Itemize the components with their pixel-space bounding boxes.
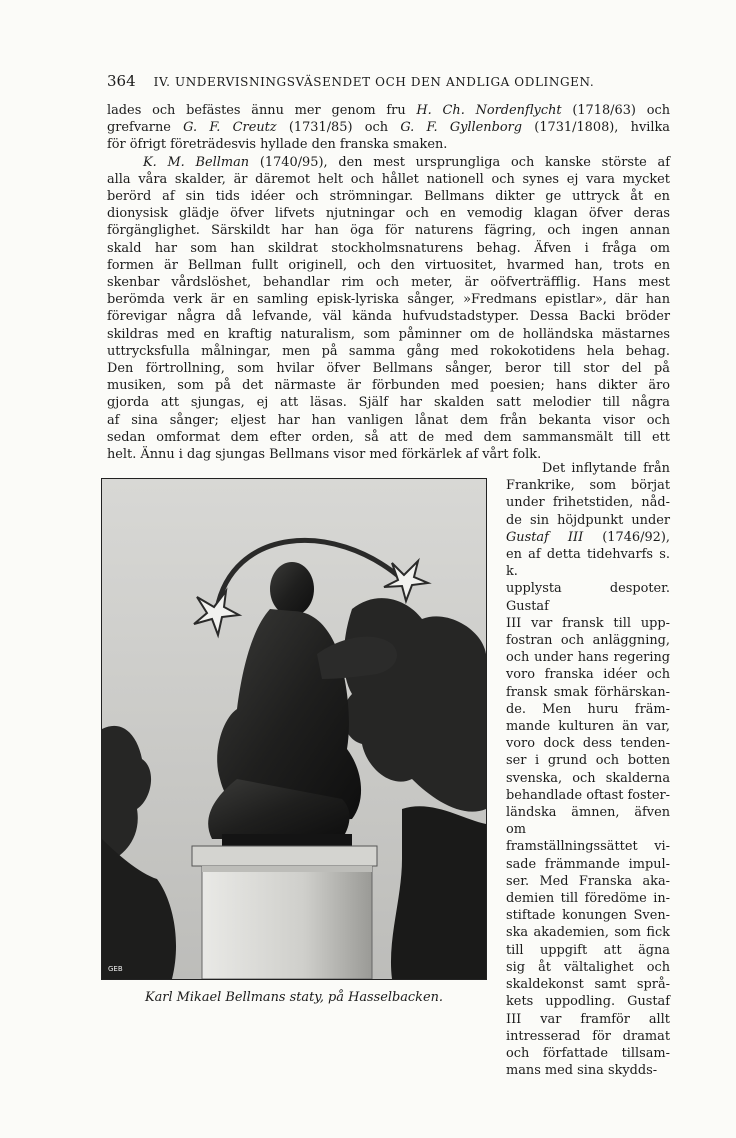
text-run: (1740/95), den mest ursprungliga och kanske störste af bbox=[249, 154, 670, 170]
text-run: helt. Ännu i dag sjungas Bellmans visor med förkärlek af vårt folk. bbox=[107, 447, 542, 463]
text-run: förgänglighet. Särskildt har han öga för naturens fägring, och ingen annan bbox=[107, 223, 670, 239]
side-text-line bbox=[506, 718, 670, 735]
side-text-line bbox=[506, 460, 670, 477]
text-run: ska akademien, som fick bbox=[506, 925, 670, 941]
main-text-line bbox=[107, 291, 670, 308]
side-text-line bbox=[506, 976, 670, 993]
main-text-line bbox=[107, 377, 670, 394]
text-run: Den förtrollning, som hvilar öfver Bellmans sånger, beror till stor del på bbox=[107, 361, 670, 377]
side-text-line bbox=[506, 701, 670, 718]
side-text-line bbox=[506, 580, 670, 614]
text-run: dionysisk glädje öfver lifvets njutningar och en vemodig klagan öfver deras bbox=[107, 206, 670, 222]
text-run: för öfrigt företrädesvis hyllade den franska smaken. bbox=[107, 137, 448, 153]
text-run: berörd af sin tids idéer och strömningar. Bellmans dikter ge uttryck åt en bbox=[107, 189, 670, 205]
italic-name: G. F. Gyllenborg bbox=[400, 120, 523, 136]
text-run: kets uppodling. Gustaf bbox=[506, 994, 670, 1010]
text-run: de sin höjdpunkt under bbox=[506, 512, 670, 528]
side-column-text bbox=[506, 460, 670, 1079]
text-run: skildras med en kraftig naturalism, som påminner om de holländska mästarnes bbox=[107, 326, 670, 342]
side-text-line bbox=[506, 546, 670, 580]
text-run: Frankrike, som börjat bbox=[506, 478, 670, 494]
text-run: och under hans regering bbox=[506, 650, 670, 666]
main-text-line bbox=[107, 222, 670, 239]
side-text-line bbox=[506, 666, 670, 683]
side-text-line bbox=[506, 477, 670, 494]
text-run: lades och befästes ännu mer genom fru bbox=[107, 103, 417, 118]
side-text-line bbox=[506, 649, 670, 666]
side-text-line bbox=[506, 890, 670, 907]
text-run: fostran och anläggning, bbox=[506, 633, 670, 649]
text-run: under frihetstiden, nåd- bbox=[506, 495, 670, 511]
text-run: (1746/92), bbox=[583, 529, 670, 545]
text-run: sedan omformat dem efter orden, så att de med dem sammansmält till ett bbox=[107, 429, 670, 445]
main-text-line bbox=[107, 274, 670, 291]
side-text-line bbox=[506, 838, 670, 855]
main-text-line bbox=[107, 343, 670, 360]
side-text-line bbox=[506, 907, 670, 924]
statue-illustration bbox=[102, 479, 486, 979]
text-run: upplysta despoter. Gustaf bbox=[506, 581, 670, 614]
italic-name: Gustaf III bbox=[506, 529, 584, 545]
side-text-line bbox=[506, 942, 670, 959]
main-text-line bbox=[107, 240, 670, 257]
text-run: en af detta tidehvarfs s. k. bbox=[506, 547, 670, 580]
side-text-line bbox=[506, 1011, 670, 1028]
main-text-line bbox=[107, 171, 670, 188]
text-run: behandlade oftast foster- bbox=[506, 787, 670, 803]
italic-name: G. F. Creutz bbox=[183, 120, 277, 136]
text-run: framställningssättet vi- bbox=[506, 839, 670, 855]
main-text-line bbox=[107, 429, 670, 446]
figure-caption: Karl Mikael Bellmans staty, på Hasselbacken. bbox=[144, 990, 443, 1005]
side-text-line bbox=[506, 684, 670, 701]
text-run: sig åt vältalighet och bbox=[506, 959, 670, 975]
text-run: ländska ämnen, äfven om bbox=[506, 805, 670, 838]
text-run: berömda verk är en samling episk-lyriska sånger, »Fredmans epistlar», där han bbox=[107, 292, 670, 308]
side-text-line bbox=[506, 1062, 670, 1079]
main-text-line bbox=[107, 188, 670, 205]
text-run: ser. Med Franska aka- bbox=[506, 873, 670, 889]
side-text-line bbox=[506, 873, 670, 890]
main-text-line bbox=[107, 136, 670, 153]
side-text-line bbox=[506, 632, 670, 649]
text-run: musiken, som på det närmaste är förbunden med poesien; hans dikter äro bbox=[107, 378, 670, 394]
text-run: intresserad för dramat bbox=[506, 1028, 670, 1044]
text-run: grefvarne bbox=[107, 120, 184, 136]
text-run: (1731/85) och bbox=[276, 120, 401, 136]
text-run: skenbar vårdslöshet, behandlar rim och meter, är oöfverträfflig. Hans mest bbox=[107, 275, 670, 291]
text-run: uttrycksfulla målningar, men på samma gång med rokokotidens hela behag. bbox=[107, 343, 670, 359]
main-text-line bbox=[107, 326, 670, 343]
stone-pedestal bbox=[192, 846, 377, 979]
page-number: 364 bbox=[107, 72, 136, 90]
side-text-line bbox=[506, 512, 670, 529]
text-run: voro dock dess tenden- bbox=[506, 736, 670, 752]
side-text-line bbox=[506, 959, 670, 976]
main-text-line bbox=[107, 412, 670, 429]
main-text-line bbox=[107, 102, 670, 119]
text-run: förevigar några då lefvande, väl kända hufvudstadstyper. Dessa Backi bröder bbox=[107, 309, 670, 325]
text-run: demien till föredöme in- bbox=[506, 891, 670, 907]
text-run: stiftade konungen Sven- bbox=[506, 908, 670, 924]
text-run: skald har som han skildrat stockholmsnaturens behag. Äfven i fråga om bbox=[107, 240, 670, 256]
main-text-line bbox=[107, 119, 670, 136]
italic-name: H. Ch. Nordenflycht bbox=[416, 103, 562, 118]
side-text-line bbox=[506, 787, 670, 804]
text-run: de. Men huru främ- bbox=[506, 701, 670, 717]
main-text-block bbox=[107, 102, 670, 463]
side-text-line bbox=[506, 1045, 670, 1062]
text-run: formen är Bellman fullt originell, och den virtuositet, hvarmed han, trots en bbox=[107, 257, 670, 273]
text-run: fransk smak förhärskan- bbox=[506, 684, 670, 700]
main-text-line bbox=[107, 205, 670, 222]
side-text-line bbox=[506, 494, 670, 511]
main-text-line bbox=[107, 394, 670, 411]
side-text-line bbox=[506, 615, 670, 632]
text-run: mans med sina skydds- bbox=[506, 1063, 658, 1079]
main-text-line bbox=[107, 308, 670, 325]
text-run: III var fransk till upp- bbox=[506, 615, 670, 631]
italic-name: K. M. Bellman bbox=[143, 154, 250, 170]
side-text-line bbox=[506, 529, 670, 546]
text-run: svenska, och skalderna bbox=[506, 770, 670, 786]
text-run: gjorda att sjungas, ej att läsas. Själf har skalden satt melodier till några bbox=[107, 395, 670, 411]
text-run: (1718/63) och bbox=[561, 103, 670, 118]
side-text-line bbox=[506, 856, 670, 873]
text-run: skaldekonst samt språ- bbox=[506, 977, 670, 993]
main-text-line bbox=[107, 360, 670, 377]
side-text-line bbox=[506, 1028, 670, 1045]
photo-plaque-mark: GEB bbox=[108, 965, 123, 973]
text-run: III var framför allt bbox=[506, 1011, 670, 1027]
text-run: mande kulturen än var, bbox=[506, 719, 670, 735]
side-text-line bbox=[506, 770, 670, 787]
running-header bbox=[107, 72, 667, 90]
text-run: till uppgift att ägna bbox=[506, 942, 670, 958]
text-run: (1731/1808), hvilka bbox=[522, 120, 670, 136]
text-run: af sina sånger; eljest har han vanligen lånat dem från bekanta visor och bbox=[107, 412, 670, 428]
text-run: alla våra skalder, är däremot helt och hållet nationell och synes ej vara mycket bbox=[107, 171, 670, 187]
text-run: ser i grund och botten bbox=[506, 753, 670, 769]
bellman-statue-photo bbox=[101, 478, 487, 980]
main-text-line bbox=[107, 257, 670, 274]
side-text-line bbox=[506, 993, 670, 1010]
text-run: Det inflytande från bbox=[542, 461, 670, 476]
side-text-line bbox=[506, 752, 670, 769]
text-run: voro franska idéer och bbox=[506, 667, 670, 683]
main-text-line bbox=[107, 154, 670, 171]
side-text-line bbox=[506, 735, 670, 752]
running-title: IV. UNDERVISNINGSVÄSENDET OCH DEN ANDLIGA ODLINGEN. bbox=[153, 75, 595, 89]
side-text-line bbox=[506, 924, 670, 941]
text-run: sade främmande impul- bbox=[506, 856, 670, 872]
text-run: och författade tillsam- bbox=[506, 1045, 670, 1061]
side-text-line bbox=[506, 804, 670, 838]
